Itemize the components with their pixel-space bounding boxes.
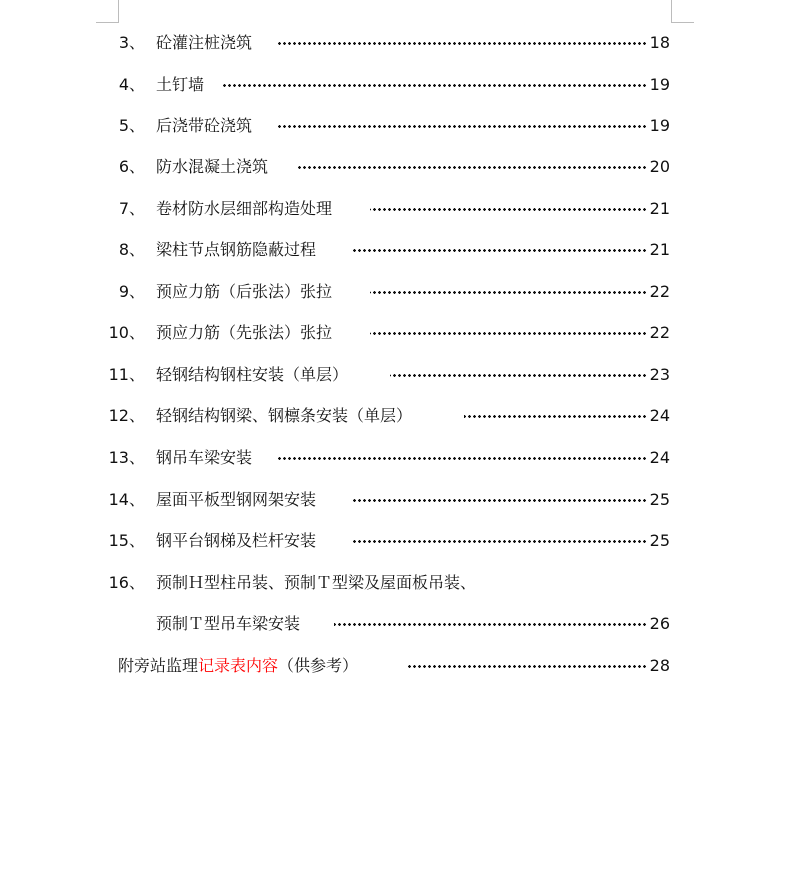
dot-leader [278, 457, 647, 460]
toc-entry-10[interactable] [0, 320, 791, 346]
entry-number: 11、 [108, 365, 145, 384]
dot-leader [352, 249, 647, 252]
entry-number: 14、 [108, 490, 145, 509]
dot-leader [408, 665, 647, 668]
dot-leader [334, 623, 647, 626]
entry-number: 4、 [118, 75, 145, 94]
entry-title: 卷材防水层细部构造处理 [156, 199, 333, 218]
toc-entry-appendix[interactable] [0, 653, 791, 679]
entry-page: 20 [649, 157, 670, 176]
corner-mark-left [96, 0, 119, 23]
appendix-title [118, 653, 358, 679]
entry-title: 防水混凝土浇筑 [156, 157, 269, 176]
dot-leader [278, 42, 647, 45]
toc-entry-12[interactable] [0, 403, 791, 429]
entry-page: 22 [649, 282, 670, 301]
entry-title: 屋面平板型钢网架安装 [156, 490, 317, 509]
entry-page: 25 [649, 490, 670, 509]
entry-title: 梁柱节点钢筋隐蔽过程 [156, 240, 317, 259]
entry-page: 19 [649, 75, 670, 94]
entry-title: 土钉墙 [156, 75, 205, 94]
toc-entry-16[interactable] [0, 570, 791, 596]
toc-entry-11[interactable] [0, 362, 791, 388]
entry-number: 8、 [118, 240, 145, 259]
dot-leader [352, 499, 647, 502]
dot-leader [222, 84, 647, 87]
entry-number: 13、 [108, 448, 145, 467]
dot-leader [464, 415, 647, 418]
entry-page: 28 [649, 656, 670, 675]
entry-page: 24 [649, 448, 670, 467]
entry-number: 5、 [118, 116, 145, 135]
entry-number: 6、 [118, 157, 145, 176]
toc-entry-3[interactable] [0, 30, 791, 56]
toc-entry-4[interactable] [0, 72, 791, 98]
dot-leader [278, 125, 647, 128]
entry-page: 24 [649, 406, 670, 425]
dot-leader [370, 332, 647, 335]
entry-page: 22 [649, 323, 670, 342]
entry-title: 砼灌注桩浇筑 [156, 33, 253, 52]
appendix-suffix: （供参考） [278, 656, 359, 675]
entry-page: 18 [649, 33, 670, 52]
entry-page: 21 [649, 199, 670, 218]
toc-entry-13[interactable] [0, 445, 791, 471]
dot-leader [370, 291, 647, 294]
entry-title: 预应力筋（后张法）张拉 [156, 282, 333, 301]
entry-page: 25 [649, 531, 670, 550]
entry-page: 23 [649, 365, 670, 384]
entry-number: 9、 [118, 282, 145, 301]
entry-page: 19 [649, 116, 670, 135]
toc-entry-6[interactable] [0, 154, 791, 180]
entry-number: 12、 [108, 406, 145, 425]
dot-leader [296, 166, 647, 169]
entry-title: 轻钢结构钢柱安装（单层） [156, 365, 349, 384]
toc-entry-15[interactable] [0, 528, 791, 554]
entry-page: 21 [649, 240, 670, 259]
appendix-prefix: 附旁站监理 [118, 656, 199, 675]
dot-leader [352, 540, 647, 543]
entry-page: 26 [649, 614, 670, 633]
entry-title: 预制Ｈ型柱吊装、预制Ｔ型梁及屋面板吊装、 [156, 573, 477, 592]
toc-entry-9[interactable] [0, 279, 791, 305]
entry-number: 3、 [118, 33, 145, 52]
entry-title: 钢吊车梁安装 [156, 448, 253, 467]
entry-title: 轻钢结构钢梁、钢檩条安装（单层） [156, 406, 413, 425]
dot-leader [370, 208, 647, 211]
entry-title: 后浇带砼浇筑 [156, 116, 253, 135]
entry-title: 钢平台钢梯及栏杆安装 [156, 531, 317, 550]
toc-entry-7[interactable] [0, 196, 791, 222]
toc-entry-16-continued[interactable] [0, 611, 791, 637]
entry-number: 16、 [108, 573, 145, 592]
entry-number: 7、 [118, 199, 145, 218]
dot-leader [390, 374, 647, 377]
toc-entry-8[interactable] [0, 237, 791, 263]
toc-entry-14[interactable] [0, 487, 791, 513]
toc-entry-5[interactable] [0, 113, 791, 139]
corner-mark-right [671, 0, 694, 23]
entry-number: 10、 [108, 323, 145, 342]
appendix-highlight: 记录表内容 [198, 656, 279, 675]
entry-number: 15、 [108, 531, 145, 550]
entry-title: 预应力筋（先张法）张拉 [156, 323, 333, 342]
entry-title: 预制Ｔ型吊车梁安装 [156, 614, 301, 633]
